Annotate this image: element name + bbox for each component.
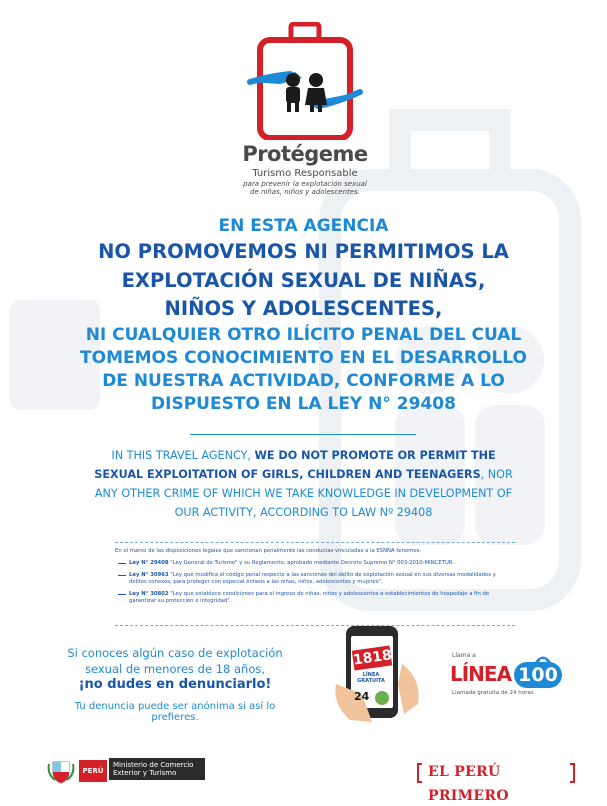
law-number: Ley N° 30802 <box>129 591 169 597</box>
law-number: Ley N° 30963 <box>129 572 169 578</box>
ministry-name: Ministerio de Comercio Exterior y Turismo <box>109 758 205 780</box>
hotline-1818 <box>332 624 427 724</box>
linea-word: LÍNEA <box>450 662 512 686</box>
hotline-hours: 24 <box>354 690 370 703</box>
law-text: "Ley General de Turismo" y su Reglamento, aprobado mediante Decreto Supremo N° 003-2010-MINCETUR. <box>168 560 454 566</box>
headline-line: EXPLOTACIÓN SEXUAL DE NIÑAS, <box>121 268 486 292</box>
law-text: "Ley que establece condiciones para el ingreso de niñas, niños y adolescentes a establecimientos de hospedaje a fin de garantizar su protección e integridad". <box>129 591 490 604</box>
hotline-label: LÍNEA GRATUITA <box>357 672 385 684</box>
linea-number: 100 <box>514 662 562 688</box>
law-text: "Ley que modifica el código penal respecto a las sanciones del delito de explotación sexual en sus diversas modalidades y delitos conexos, para proteger con especial énfasis a las niñas, niños, adolescentes y mujeres". <box>129 572 496 585</box>
legal-item <box>115 572 515 586</box>
linea-100-logo <box>448 652 568 702</box>
statement-body <box>60 324 547 416</box>
headline-line: NIÑOS Y ADOLESCENTES, <box>164 297 443 320</box>
legal-intro: En el marco de las disposiciones legales que sancionan penalmente las conductas vinculadas a la ESNNA tenemos: <box>115 548 422 554</box>
report-line: Si conoces algún caso de explotación <box>67 646 283 660</box>
protegeme-logo <box>240 22 370 202</box>
body-line: DISPUESTO EN LA LEY N° 29408 <box>151 394 456 414</box>
divider <box>190 434 416 435</box>
ministry-logo <box>45 756 205 786</box>
legal-item <box>115 560 515 567</box>
body-line: TOMEMOS CONOCIMIENTO EN EL DESARROLLO <box>80 348 527 368</box>
english-bold-text: WE DO NOT PROMOTE OR PERMIT THE SEXUAL EXPLOITATION OF GIRLS, CHILDREN AND TEENAGERS <box>94 449 496 481</box>
headline-line: NO PROMOVEMOS NI PERMITIMOS LA <box>98 240 509 263</box>
brand-description-line: de niñas, niños y adolescentes. <box>250 188 360 196</box>
statement-intro: EN ESTA AGENCIA <box>218 216 389 236</box>
linea-call: Llama a <box>452 652 476 659</box>
body-line: NI CUALQUIER OTRO ILÍCITO PENAL DEL CUAL <box>85 325 522 345</box>
brand-description <box>240 180 370 196</box>
el-peru-primero-logo <box>416 760 576 804</box>
english-text: , NOR ANY OTHER CRIME OF WHICH WE TAKE KNOWLEDGE IN DEVELOPMENT OF OUR ACTIVITY, ACCORDING TO LAW Nº 29408 <box>94 468 513 519</box>
anonymous-note: Tu denuncia puede ser anónima si así lo prefieres. <box>74 701 276 723</box>
linea-tagline: Llamada gratuita de 24 horas <box>452 690 534 696</box>
suitcase-children-icon <box>240 22 370 140</box>
report-line: sexual de menores de 18 años, <box>84 662 266 676</box>
report-cta: ¡no dudes en denunciarlo! <box>78 677 272 692</box>
body-line: DE NUESTRA ACTIVIDAD, CONFORME A LO <box>102 371 505 391</box>
brand-subtitle: Turismo Responsable <box>252 168 358 179</box>
peru-coat-of-arms-icon <box>47 756 75 784</box>
legal-references <box>115 542 515 626</box>
slogan: EL PERÚ PRIMERO <box>428 764 509 804</box>
hotline-number: 1818 <box>352 647 393 669</box>
peru-tag: PERÚ <box>79 760 107 782</box>
statement-headline <box>60 238 547 324</box>
law-number: Ley N° 29408 <box>129 560 169 566</box>
english-statement <box>90 446 517 522</box>
legal-item <box>115 591 515 605</box>
english-text: IN THIS TRAVEL AGENCY, <box>111 449 255 462</box>
report-message <box>50 645 300 693</box>
brand-description-line: para prevenir la explotación sexual <box>243 180 367 188</box>
brand-title: Protégeme <box>242 142 368 166</box>
